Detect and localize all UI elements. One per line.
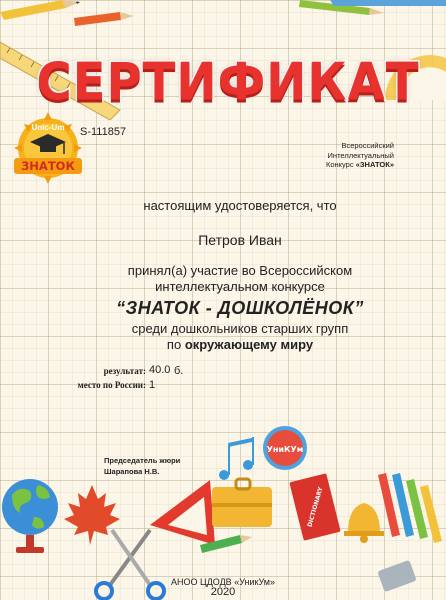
result-unit: б. (174, 365, 184, 377)
subject-name: окружающему миру (184, 337, 314, 352)
result-label: результат: (103, 366, 146, 376)
contest-note-line1: Всероссийский (341, 141, 394, 150)
organization-footer (0, 577, 446, 597)
badge-main-text: ЗНАТОК (21, 159, 75, 173)
contest-note-prefix: Конкурс (325, 160, 354, 169)
contest-note-line2: Интеллектуальный (327, 150, 394, 160)
subject-line (40, 337, 440, 353)
certificate-year: 2020 (210, 586, 236, 598)
certifies-text: настоящим удостоверяется, что (143, 198, 337, 213)
place-value: 1 (149, 379, 156, 391)
bottom-decoration (0, 425, 446, 600)
pencil-orange-icon (74, 12, 134, 26)
znatok-badge-icon (12, 108, 84, 190)
pencils-right-icon (378, 473, 442, 543)
bag-icon (212, 479, 272, 527)
participation-line1: принял(а) участие во Всероссийском (127, 263, 353, 278)
pencil-top-right-icon (299, 0, 446, 15)
subject-prefix: по (166, 337, 182, 352)
participant-name: Петров Иван (198, 232, 282, 248)
participation-line2: интеллектуальном конкурсе (155, 279, 325, 294)
certificate-title: СЕРТИФИКАТ (36, 51, 420, 113)
organization-name: АНОО ЦДОДВ «УникУм» (171, 577, 275, 587)
badge-top-text: Unic-Um (31, 123, 65, 132)
serial-number: S-111857 (80, 126, 127, 138)
group-subject-text (40, 321, 440, 353)
jury-name: Шарапова Н.В. (104, 467, 160, 476)
pencil-left-icon (0, 0, 80, 20)
group-line: среди дошкольников старших групп (131, 321, 349, 336)
contest-note-name: «ЗНАТОК» (355, 160, 394, 169)
jury-role: Председатель жюри (104, 456, 181, 465)
contest-title: “ЗНАТОК - ДОШКОЛЁНОК” (116, 298, 364, 318)
bell-icon (344, 503, 384, 543)
music-notes-icon (219, 437, 254, 480)
place-label: место по России: (77, 380, 146, 390)
contest-note (284, 141, 394, 170)
result-value: 40.0 (149, 364, 171, 376)
globe-icon (2, 479, 58, 553)
contest-note-line3 (284, 160, 394, 170)
unikum-logo-text: УниКУм (266, 445, 304, 454)
participation-text (40, 263, 440, 295)
maple-leaf-icon (64, 485, 120, 545)
unikum-logo-icon (263, 426, 307, 470)
dictionary-label: DICTIONARY (306, 486, 325, 528)
dictionary-book-icon (289, 473, 340, 540)
triangle-ruler-icon (150, 480, 215, 545)
